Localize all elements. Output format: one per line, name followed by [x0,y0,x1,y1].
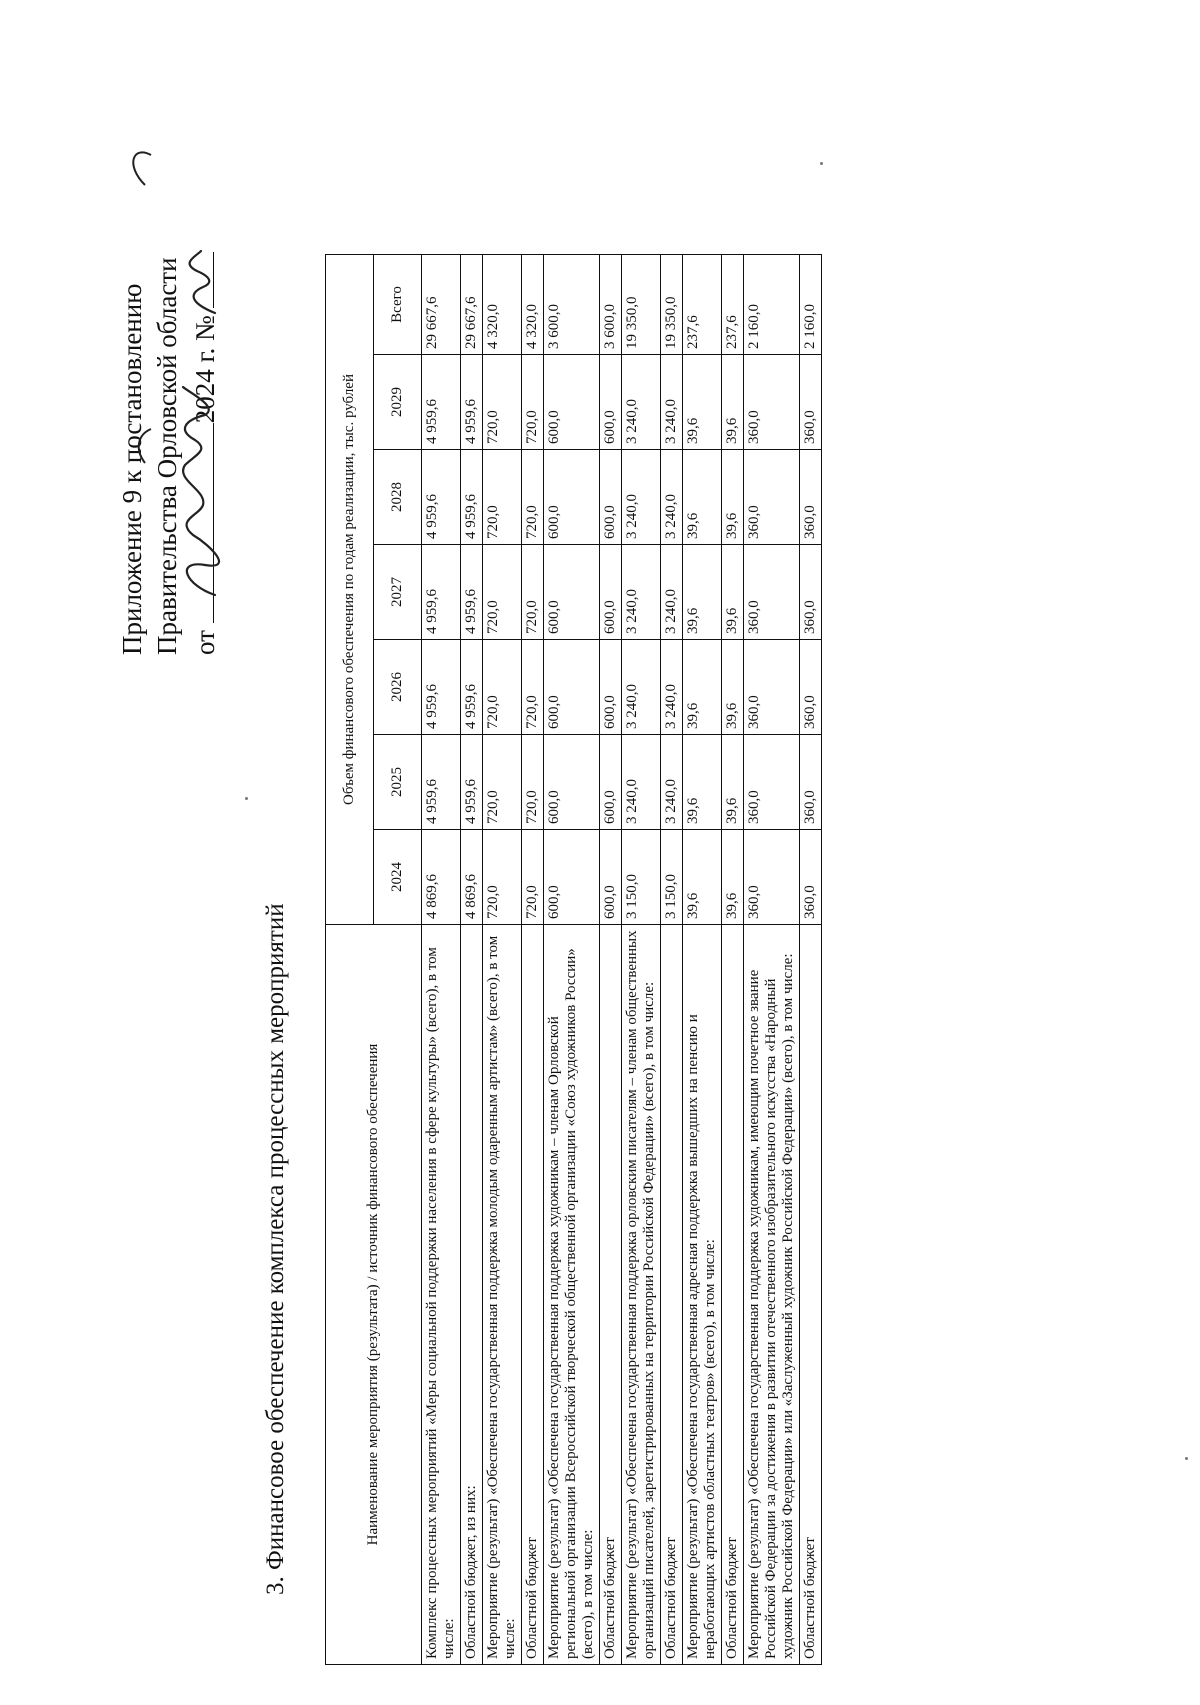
row-value: 4 959,6 [422,735,461,830]
row-value: 39,6 [683,355,722,450]
row-name: Мероприятие (результат) «Обеспечена государственная адресная поддержка вышедших на пенсию и неработающих артистов областных театров» (всего), в том числе: [683,925,722,1665]
table-row [422,255,461,1665]
row-value: 360,0 [800,640,822,735]
row-value: 3 150,0 [661,830,683,925]
table-body [422,255,822,1665]
row-value: 360,0 [800,355,822,450]
row-value: 4 959,6 [422,545,461,640]
row-value: 4 959,6 [461,450,483,545]
row-name: Мероприятие (результат) «Обеспечена государственная поддержка художникам – членам Орловской региональной организации Всероссийской творческой общественной организации «Союз художников России» (всего), в том числе: [544,925,600,1665]
financing-table [325,254,822,1665]
table-row [744,255,800,1665]
row-value: 3 240,0 [661,545,683,640]
table-row [622,255,661,1665]
table-row [683,255,722,1665]
row-value: 720,0 [522,735,544,830]
appendix-line-1: Приложение 9 к постановлению [117,283,147,655]
row-total: 4 320,0 [483,255,522,355]
row-value: 39,6 [683,830,722,925]
row-total: 2 160,0 [800,255,822,355]
row-value: 39,6 [722,830,744,925]
year-header: 2028 [374,450,422,545]
row-value: 360,0 [800,735,822,830]
appendix-line-2: Правительства Орловской области [152,257,182,655]
row-value: 3 240,0 [622,640,661,735]
row-value: 4 959,6 [422,640,461,735]
row-value: 3 240,0 [622,735,661,830]
row-value: 600,0 [600,735,622,830]
row-value: 39,6 [722,735,744,830]
row-value: 600,0 [600,545,622,640]
row-name: Мероприятие (результат) «Обеспечена государственная поддержка художникам, имеющим почетное звание Российской Федерации за достижения в развитии отечественного изобразительного искусства «Народный художник Российской Федерации» или «Заслуженный художник Российской Федерации» (всего), в том числе: [744,925,800,1665]
row-name: Областной бюджет [722,925,744,1665]
row-value: 4 959,6 [461,355,483,450]
row-total: 29 667,6 [461,255,483,355]
row-value: 3 240,0 [661,355,683,450]
row-value: 360,0 [800,450,822,545]
row-value: 4 959,6 [461,640,483,735]
row-value: 600,0 [544,640,600,735]
row-value: 39,6 [683,735,722,830]
from-prefix: от [190,630,220,655]
date-number-line [185,15,223,655]
name-column-header: Наименование мероприятия (результата) / источник финансового обеспечения [326,925,422,1665]
table-row [544,255,600,1665]
row-name: Областной бюджет [661,925,683,1665]
row-value: 39,6 [722,355,744,450]
row-value: 360,0 [744,355,800,450]
row-value: 39,6 [722,640,744,735]
row-value: 720,0 [522,545,544,640]
row-value: 360,0 [744,735,800,830]
row-value: 3 240,0 [622,355,661,450]
row-value: 3 240,0 [622,545,661,640]
appendix-header [115,15,223,655]
scan-speck [1185,1457,1188,1460]
row-value: 3 240,0 [661,450,683,545]
row-value: 360,0 [744,545,800,640]
table-row [661,255,683,1665]
row-value: 600,0 [600,355,622,450]
year-header: 2025 [374,735,422,830]
year-suffix: 2024 г. № [190,315,220,424]
row-value: 600,0 [600,830,622,925]
row-total: 3 600,0 [544,255,600,355]
row-value: 39,6 [722,450,744,545]
year-header: 2027 [374,545,422,640]
row-value: 39,6 [683,450,722,545]
row-value: 3 240,0 [661,640,683,735]
scan-speck [245,797,248,800]
row-value: 39,6 [683,545,722,640]
row-value: 600,0 [600,450,622,545]
row-value: 600,0 [544,735,600,830]
row-value: 600,0 [544,355,600,450]
number-field [185,253,214,309]
row-value: 4 959,6 [422,450,461,545]
row-value: 600,0 [544,830,600,925]
row-value: 720,0 [483,735,522,830]
date-field [185,423,214,623]
row-value: 4 959,6 [461,545,483,640]
table-row [522,255,544,1665]
year-header: 2029 [374,355,422,450]
row-value: 360,0 [744,450,800,545]
row-name: Областной бюджет [600,925,622,1665]
row-value: 600,0 [544,545,600,640]
row-name: Мероприятие (результат) «Обеспечена государственная поддержка молодым одаренным артистам» (всего), в том числе: [483,925,522,1665]
year-header: Всего [374,255,422,355]
row-value: 720,0 [483,355,522,450]
table-row [483,255,522,1665]
row-value: 39,6 [722,545,744,640]
section-title: 3. Финансовое обеспечение комплекса процессных мероприятий [262,903,289,1595]
row-value: 720,0 [522,355,544,450]
row-name: Областной бюджет [800,925,822,1665]
scan-speck [820,162,823,165]
row-total: 3 600,0 [600,255,622,355]
row-name: Областной бюджет, из них: [461,925,483,1665]
row-value: 720,0 [483,640,522,735]
row-value: 600,0 [600,640,622,735]
row-total: 237,6 [722,255,744,355]
volume-header: Объем финансового обеспечения по годам реализации, тыс. рублей [326,255,374,925]
row-total: 4 320,0 [522,255,544,355]
row-name: Мероприятие (результат) «Обеспечена государственная поддержка орловским писателям – членам общественных организаций писателей, зарегистрированных на территории Российской Федерации» (всего), в том числе: [622,925,661,1665]
row-value: 360,0 [744,640,800,735]
row-value: 3 150,0 [622,830,661,925]
row-value: 720,0 [483,830,522,925]
row-value: 4 869,6 [422,830,461,925]
row-value: 360,0 [744,830,800,925]
row-value: 720,0 [522,450,544,545]
row-value: 720,0 [483,545,522,640]
row-value: 4 959,6 [461,735,483,830]
row-value: 3 240,0 [622,450,661,545]
row-name: Областной бюджет [522,925,544,1665]
row-name: Комплекс процессных мероприятий «Меры социальной поддержки населения в сфере культуры» (всего), в том числе: [422,925,461,1665]
row-value: 360,0 [800,830,822,925]
row-value: 720,0 [483,450,522,545]
row-value: 720,0 [522,830,544,925]
table-row [461,255,483,1665]
table-head [326,255,422,1665]
row-total: 2 160,0 [744,255,800,355]
table-row [800,255,822,1665]
row-value: 39,6 [683,640,722,735]
table-row [600,255,622,1665]
row-value: 4 959,6 [422,355,461,450]
table-row [722,255,744,1665]
row-total: 19 350,0 [622,255,661,355]
year-header: 2026 [374,640,422,735]
row-value: 720,0 [522,640,544,735]
row-total: 237,6 [683,255,722,355]
row-total: 29 667,6 [422,255,461,355]
year-header: 2024 [374,830,422,925]
row-value: 4 869,6 [461,830,483,925]
row-value: 3 240,0 [661,735,683,830]
row-total: 19 350,0 [661,255,683,355]
row-value: 360,0 [800,545,822,640]
row-value: 600,0 [544,450,600,545]
